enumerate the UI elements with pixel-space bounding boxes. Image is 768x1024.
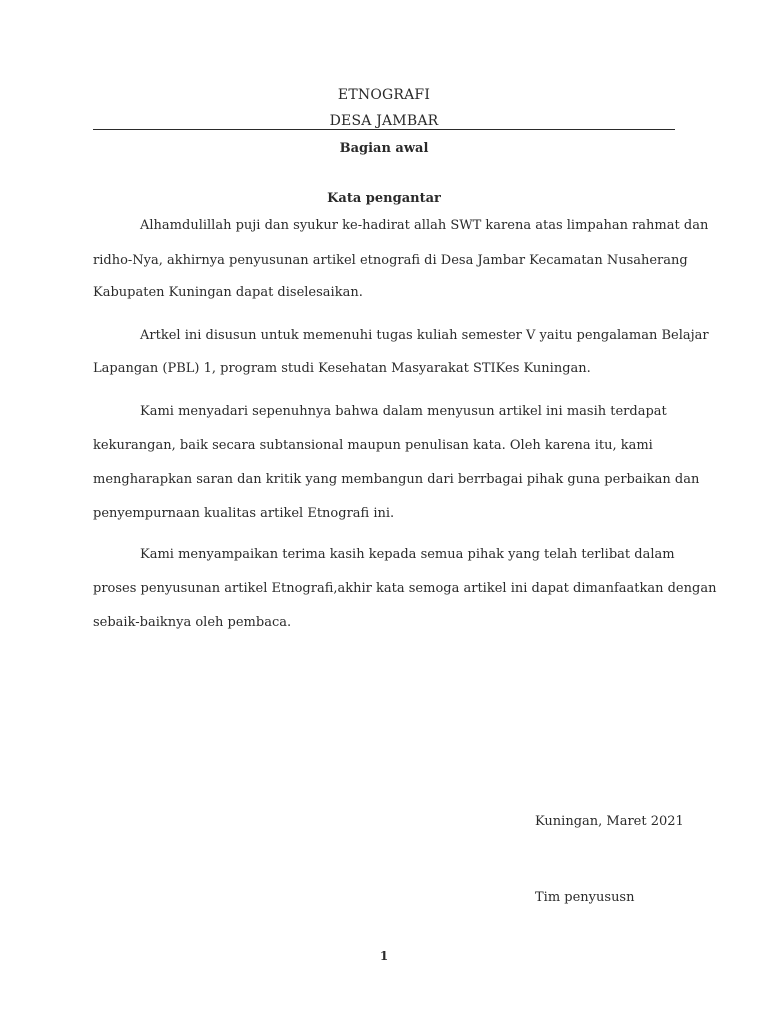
page-number: 1	[379, 949, 389, 963]
document-title: ETNOGRAFI	[337, 87, 431, 103]
paragraph-1-line-1: Alhamdulillah puji dan syukur ke-hadirat allah SWT karena atas limpahan rahmat dan	[140, 218, 709, 233]
paragraph-3-line-4: penyempurnaan kualitas artikel Etnografi ini.	[93, 506, 395, 521]
document-subtitle: DESA JAMBAR	[329, 113, 439, 129]
title-divider	[93, 129, 675, 130]
place-date: Kuningan, Maret 2021	[535, 814, 684, 829]
signature: Tim penyususn	[535, 890, 635, 905]
paragraph-4-line-1: Kami menyampaikan terima kasih kepada semua pihak yang telah terlibat dalam	[140, 547, 675, 562]
paragraph-1-line-2: ridho-Nya, akhirnya penyusunan artikel etnografi di Desa Jambar Kecamatan Nusaherang	[93, 253, 688, 268]
paragraph-4-line-2: proses penyusunan artikel Etnografi,akhir kata semoga artikel ini dapat dimanfaatkan dengan	[93, 581, 717, 596]
paragraph-3-line-2: kekurangan, baik secara subtansional maupun penulisan kata. Oleh karena itu, kami	[93, 438, 653, 453]
section-heading: Bagian awal	[339, 141, 429, 156]
paragraph-4-line-3: sebaik-baiknya oleh pembaca.	[93, 615, 292, 630]
paragraph-3-line-1: Kami menyadari sepenuhnya bahwa dalam menyusun artikel ini masih terdapat	[140, 404, 667, 419]
preface-heading: Kata pengantar	[327, 191, 441, 206]
paragraph-1-line-3: Kabupaten Kuningan dapat diselesaikan.	[93, 285, 363, 300]
paragraph-2-line-2: Lapangan (PBL) 1, program studi Kesehatan Masyarakat STIKes Kuningan.	[93, 361, 591, 376]
paragraph-3-line-3: mengharapkan saran dan kritik yang membangun dari berrbagai pihak guna perbaikan dan	[93, 472, 700, 487]
paragraph-2-line-1: Artkel ini disusun untuk memenuhi tugas kuliah semester V yaitu pengalaman Belajar	[140, 328, 709, 343]
